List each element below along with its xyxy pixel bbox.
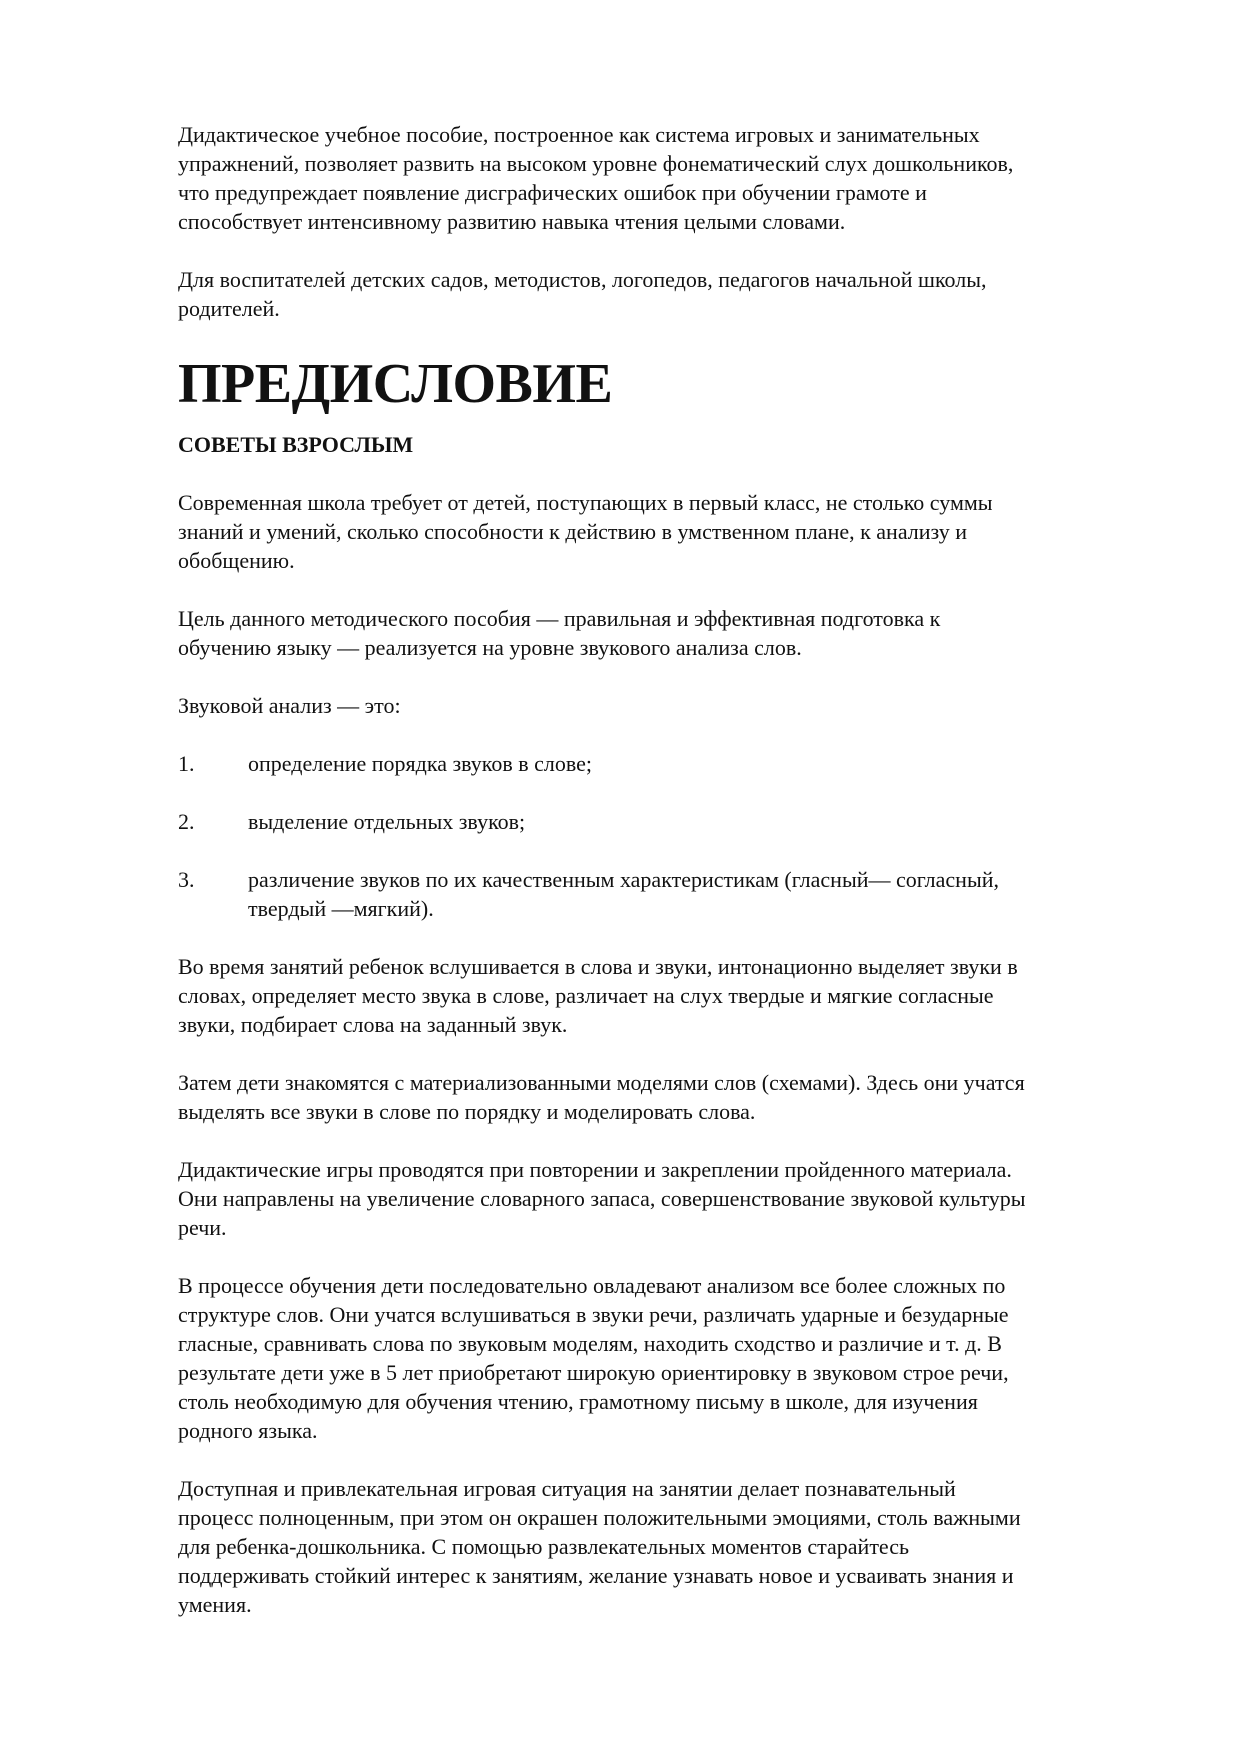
text-line: структуре слов. Они учатся вслушиваться в звуки речи, различать ударные и безударные: [178, 1302, 1009, 1327]
text-line: Для воспитателей детских садов, методистов, логопедов, педагогов начальной школы,: [178, 267, 987, 292]
text-line: твердый —мягкий).: [248, 896, 434, 921]
text-line: определение порядка звуков в слове;: [248, 751, 593, 776]
body-paragraph-6: [178, 1155, 1168, 1242]
text-line: гласные, сравнивать слова по звуковым моделям, находить сходство и различие и т. д. В: [178, 1331, 1002, 1356]
text-line: словах, определяет место звука в слове, различает на слух твердые и мягкие согласные: [178, 983, 994, 1008]
text-line: знаний и умений, сколько способности к действию в умственном плане, к анализу и: [178, 519, 968, 544]
text-line: звуки, подбирает слова на заданный звук.: [178, 1012, 568, 1037]
text-line: способствует интенсивному развитию навыка чтения целыми словами.: [178, 209, 846, 234]
text-line: Цель данного методического пособия — правильная и эффективная подготовка к: [178, 606, 941, 631]
body-paragraph-4: [178, 952, 1168, 1039]
text-line: выделять все звуки в слове по порядку и моделировать слова.: [178, 1099, 756, 1124]
text-line: выделение отдельных звуков;: [248, 809, 526, 834]
text-line: результате дети уже в 5 лет приобретают широкую ориентировку в звуковом строе речи,: [178, 1360, 1009, 1385]
text-line: Современная школа требует от детей, поступающих в первый класс, не столько суммы: [178, 490, 993, 515]
text-line: В процессе обучения дети последовательно овладевают анализом все более сложных по: [178, 1273, 1006, 1298]
text-line: умения.: [178, 1592, 252, 1617]
body-paragraph-1: [178, 488, 1168, 575]
list-number: 3.: [178, 867, 195, 892]
text-line: родителей.: [178, 296, 280, 321]
text-line: процесс полноценным, при этом он окрашен положительными эмоциями, столь важными: [178, 1505, 1021, 1530]
text-line: обобщению.: [178, 548, 295, 573]
body-paragraph-5: [178, 1068, 1168, 1126]
text-line: что предупреждает появление дисграфических ошибок при обучении грамоте и: [178, 180, 927, 205]
page-title: ПРЕДИСЛОВИЕ: [178, 353, 613, 415]
list-number: 1.: [178, 751, 195, 776]
text-line: речи.: [178, 1215, 227, 1240]
document-page: [178, 120, 1168, 1648]
body-paragraph-7: [178, 1271, 1168, 1445]
text-line: Дидактические игры проводятся при повторении и закреплении пройденного материала.: [178, 1157, 1012, 1182]
text-line: Затем дети знакомятся с материализованными моделями слов (схемами). Здесь они учатся: [178, 1070, 1025, 1095]
list-number: 2.: [178, 809, 195, 834]
list-item-3: [178, 865, 1168, 923]
list-item-1: [178, 749, 1168, 778]
text-line: Звуковой анализ — это:: [178, 693, 401, 718]
text-line: для ребенка-дошкольника. С помощью развлекательных моментов старайтесь: [178, 1534, 910, 1559]
list-text: [248, 865, 1168, 923]
text-line: обучению языку — реализуется на уровне звукового анализа слов.: [178, 635, 802, 660]
text-line: родного языка.: [178, 1418, 318, 1443]
body-paragraph-8: [178, 1474, 1168, 1619]
list-text: [248, 807, 1168, 836]
text-line: различение звуков по их качественным характеристикам (гласный— согласный,: [248, 867, 1000, 892]
text-line: упражнений, позволяет развить на высоком уровне фонематический слух дошкольников,: [178, 151, 1014, 176]
text-line: Дидактическое учебное пособие, построенное как система игровых и занимательных: [178, 122, 980, 147]
body-paragraph-2: [178, 604, 1168, 662]
list-text: [248, 749, 1168, 778]
text-line: Доступная и привлекательная игровая ситуация на занятии делает познавательный: [178, 1476, 956, 1501]
audience-paragraph: [178, 265, 1168, 323]
text-line: Они направлены на увеличение словарного запаса, совершенствование звуковой культуры: [178, 1186, 1026, 1211]
section-subtitle: СОВЕТЫ ВЗРОСЛЫМ: [178, 432, 414, 457]
text-line: поддерживать стойкий интерес к занятиям, желание узнавать новое и усваивать знания и: [178, 1563, 1014, 1588]
text-line: Во время занятий ребенок вслушивается в слова и звуки, интонационно выделяет звуки в: [178, 954, 1018, 979]
list-item-2: [178, 807, 1168, 836]
text-line: столь необходимую для обучения чтению, грамотному письму в школе, для изучения: [178, 1389, 978, 1414]
body-paragraph-3: [178, 691, 1168, 720]
annotation-paragraph: [178, 120, 1168, 236]
